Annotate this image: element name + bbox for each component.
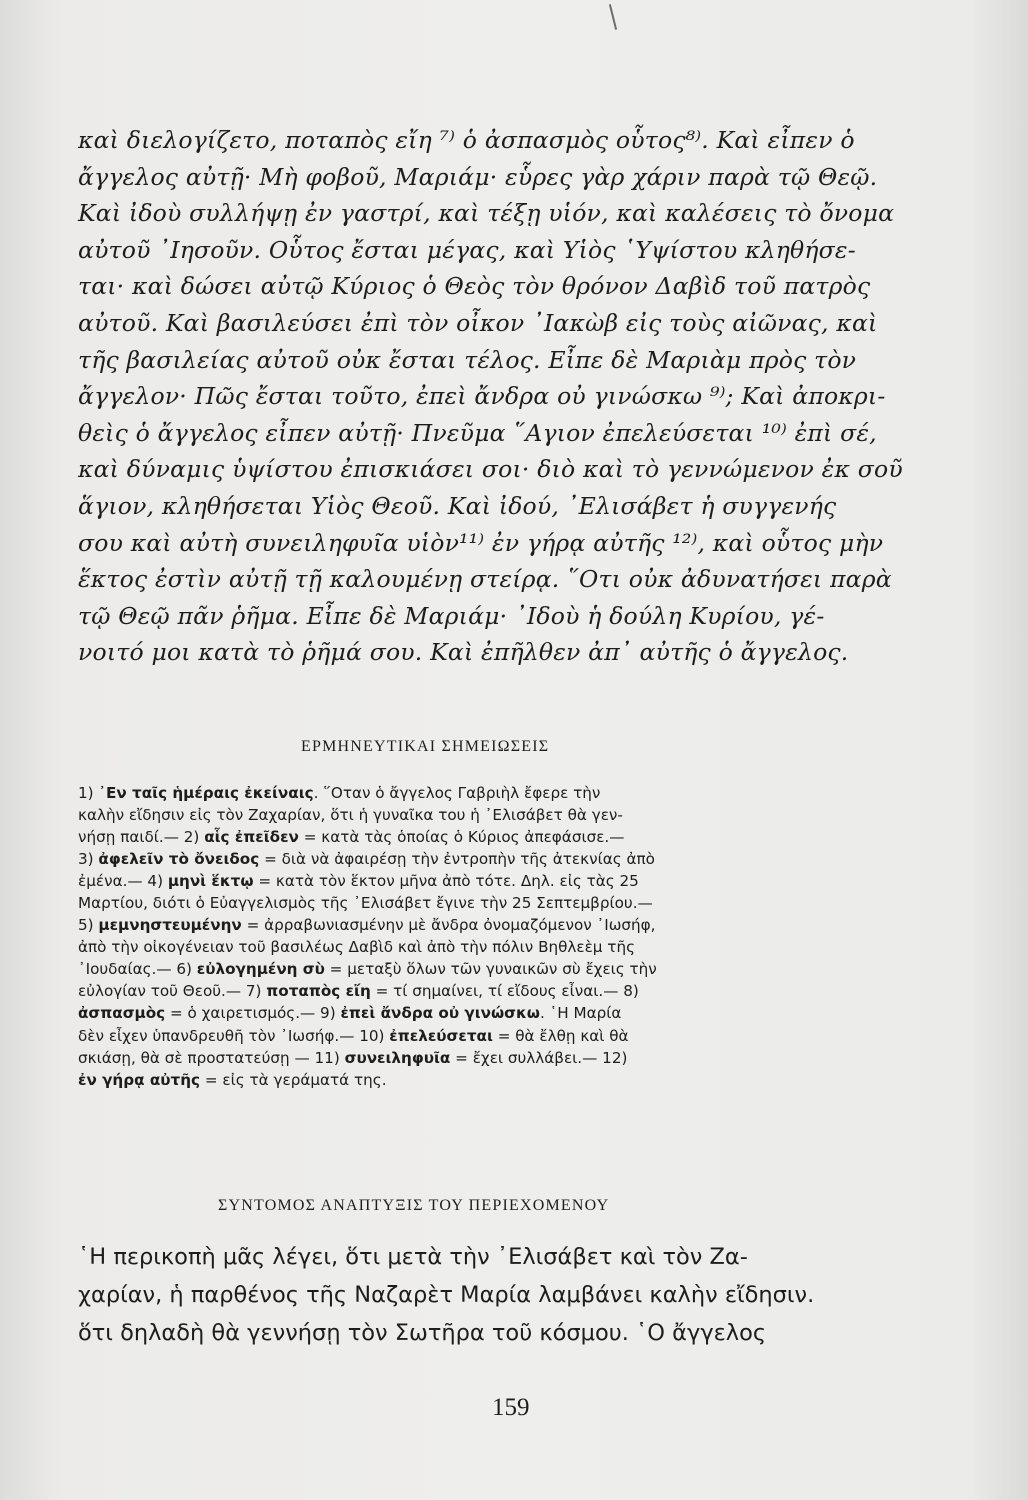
note-line — [78, 914, 946, 936]
note-line — [78, 936, 946, 958]
passage-line: ται· καὶ δώσει αὐτῷ Κύριος ὁ Θεὸς τὸν θρόνον Δαβὶδ τοῦ πατρὸς — [78, 272, 871, 301]
note-text: 1) — [78, 784, 99, 802]
scan-mark — [609, 4, 617, 30]
gospel-passage — [78, 122, 948, 671]
passage-line: ἅγιον, κληθήσεται Υἱὸς Θεοῦ. Καὶ ἰδού, ᾿Ελισάβετ ἡ συγγενής — [78, 491, 837, 520]
note-text: . ῾Η Μαρία — [540, 1004, 622, 1023]
passage-line: αὐτοῦ. Καὶ βασιλεύσει ἐπὶ τὸν οἶκον ᾿Ιακὼβ εἰς τοὺς αἰῶνας, καὶ — [78, 308, 878, 337]
note-line — [78, 892, 946, 914]
note-line — [78, 826, 946, 848]
note-text: ᾿Ιουδαίας.— 6) — [78, 960, 197, 979]
note-text: Μαρτίου, διότι ὁ Εὐαγγελισμὸς τῆς ᾿Ελισάβετ ἔγινε τὴν 25 Σεπτεμβρίου.— — [78, 894, 653, 913]
note-text: 5) — [78, 916, 99, 935]
note-term: ἀφελεῖν τὸ ὄνειδος — [98, 850, 260, 869]
passage-line: τῷ Θεῷ πᾶν ῥῆμα. Εἶπε δὲ Μαριάμ· ᾿Ιδοὺ ἡ δούλη Κυρίου, γέ- — [78, 601, 825, 630]
note-line — [78, 848, 946, 870]
passage-line: σου καὶ αὐτὴ συνειληφυῖα υἱὸν¹¹⁾ ἐν γήρᾳ αὐτῆς ¹²⁾, καὶ οὗτος μὴν — [78, 528, 884, 557]
note-text: εὐλογίαν τοῦ Θεοῦ.— 7) — [78, 982, 267, 1001]
note-term: ᾿Εν ταῖς ἡμέραις ἐκείναις — [98, 784, 314, 802]
passage-line: αὐτοῦ ᾿Ιησοῦν. Οὗτος ἔσται μέγας, καὶ Υἱὸς ῾Υψίστου κληθήσε- — [78, 235, 856, 264]
note-term: συνειληφυῖα — [344, 1048, 451, 1067]
passage-line: Καὶ ἰδοὺ συλλήψῃ ἐν γαστρί, καὶ τέξῃ υἱόν, καὶ καλέσεις τὸ ὄνομα — [78, 199, 895, 228]
passage-line: ἄγγελον· Πῶς ἔσται τοῦτο, ἐπεὶ ἄνδρα οὐ γινώσκω ⁹⁾; Καὶ ἀποκρι- — [78, 382, 886, 411]
note-line — [78, 958, 946, 980]
note-term: αἷς ἐπεῖδεν — [204, 828, 299, 847]
note-term: εὐλογημένη σὺ — [196, 960, 325, 979]
note-text: . ῞Οταν ὁ ἄγγελος Γαβριὴλ ἔφερε τὴν — [313, 784, 601, 802]
note-line — [78, 1047, 946, 1069]
note-text: = εἰς τὰ γεράματά της. — [200, 1070, 387, 1089]
summary-line: ὅτι δηλαδὴ θὰ γεννήσῃ τὸν Σωτῆρα τοῦ κόσμου. ῾Ο ἄγγελος — [78, 1320, 767, 1346]
explanatory-notes — [78, 782, 946, 1091]
note-text: = τί σημαίνει, τί εἴδους εἶναι.— 8) — [370, 982, 639, 1001]
passage-line: τῆς βασιλείας αὐτοῦ οὐκ ἔσται τέλος. Εἶπε δὲ Μαριὰμ πρὸς τὸν — [78, 345, 857, 374]
note-term: ἐπελεύσεται — [389, 1026, 493, 1045]
note-line — [78, 1025, 946, 1047]
note-line — [78, 980, 946, 1002]
note-text: = κατὰ τὰς ὁποίας ὁ Κύριος ἀπεφάσισε.— — [298, 828, 625, 847]
note-term: μηνὶ ἕκτῳ — [167, 872, 254, 891]
note-line — [78, 870, 946, 892]
note-text: σκιάσῃ, θὰ σὲ προστατεύσῃ — 11) — [78, 1048, 345, 1067]
note-text: = κατὰ τὸν ἕκτον μῆνα ἀπὸ τότε. Δηλ. εἰς τὰς 25 — [253, 872, 639, 891]
note-text: ἀπὸ τὴν οἰκογένειαν τοῦ βασιλέως Δαβὶδ καὶ ἀπὸ τὴν πόλιν Βηθλεὲμ τῆς — [78, 938, 635, 957]
note-text: = ἀρραβωνιασμένην μὲ ἄνδρα ὀνομαζόμενον ᾿Ιωσήφ, — [241, 916, 656, 935]
summary-heading: ΣΥΝΤΟΜΟΣ ΑΝΑΠΤΥΞΙΣ ΤΟΥ ΠΕΡΙΕΧΟΜΕΝΟΥ — [218, 1197, 610, 1214]
note-term: ποταπὸς εἴη — [266, 982, 371, 1001]
notes-heading: ΕΡΜΗΝΕΥΤΙΚΑΙ ΣΗΜΕΙΩΣΕΙΣ — [301, 738, 550, 755]
note-text: νήσῃ παιδί.— 2) — [78, 828, 205, 847]
note-text: = ὁ χαιρετισμός.— 9) — [165, 1004, 341, 1023]
note-text: ἐμένα.— 4) — [78, 872, 168, 891]
note-text: = μεταξὺ ὅλων τῶν γυναικῶν σὺ ἔχεις τὴν — [324, 960, 657, 979]
note-line — [78, 782, 946, 804]
note-term: ἐπεὶ ἄνδρα οὐ γινώσκω — [340, 1004, 541, 1023]
passage-line: καὶ δύναμις ὑψίστου ἐπισκιάσει σοι· διὸ καὶ τὸ γεννώμενον ἐκ σοῦ — [78, 455, 903, 484]
passage-line: ἕκτος ἐστὶν αὐτῇ τῇ καλουμένῃ στείρᾳ. ῞Οτι οὐκ ἀδυνατήσει παρὰ — [78, 565, 892, 594]
note-text: = θὰ ἔλθῃ καὶ θὰ — [492, 1026, 629, 1045]
page-number: 159 — [492, 1394, 530, 1421]
note-text: 3) — [78, 850, 99, 869]
passage-line: νοιτό μοι κατὰ τὸ ῥῆμά σου. Καὶ ἐπῆλθεν ἀπ᾿ αὐτῆς ὁ ἄγγελος. — [78, 638, 849, 667]
summary-text — [78, 1238, 958, 1352]
summary-line: ῾Η περικοπὴ μᾶς λέγει, ὅτι μετὰ τὴν ᾿Ελισάβετ καὶ τὸν Ζα- — [78, 1244, 748, 1270]
passage-line: θεὶς ὁ ἄγγελος εἶπεν αὐτῇ· Πνεῦμα ῞Αγιον ἐπελεύσεται ¹⁰⁾ ἐπὶ σέ, — [78, 418, 877, 447]
note-term: μεμνηστευμένην — [98, 916, 242, 935]
note-text: = ἔχει συλλάβει.— 12) — [450, 1048, 628, 1067]
summary-line: χαρίαν, ἡ παρθένος τῆς Ναζαρὲτ Μαρία λαμβάνει καλὴν εἴδησιν. — [78, 1282, 815, 1308]
passage-line: καὶ διελογίζετο, ποταπὸς εἴη ⁷⁾ ὁ ἀσπασμὸς οὗτος⁸⁾. Καὶ εἶπεν ὁ — [78, 126, 855, 154]
note-line — [78, 1069, 946, 1091]
passage-line: ἄγγελος αὐτῇ· Μὴ φοβοῦ, Μαριάμ· εὗρες γὰρ χάριν παρὰ τῷ Θεῷ. — [78, 162, 878, 191]
note-line — [78, 1002, 946, 1024]
note-line — [78, 804, 946, 826]
note-text: = διὰ νὰ ἀφαιρέσῃ τὴν ἐντροπὴν τῆς ἀτεκνίας ἀπὸ — [259, 850, 655, 869]
note-text: καλὴν εἴδησιν εἰς τὸν Ζαχαρίαν, ὅτι ἡ γυναῖκα του ἡ ᾿Ελισάβετ θὰ γεν- — [78, 806, 623, 825]
note-term: ἀσπασμὸς — [78, 1004, 166, 1023]
note-text: δὲν εἶχεν ὑπανδρευθῆ τὸν ᾿Ιωσήφ.— 10) — [78, 1026, 390, 1045]
note-term: ἐν γήρᾳ αὐτῆς — [78, 1070, 201, 1089]
